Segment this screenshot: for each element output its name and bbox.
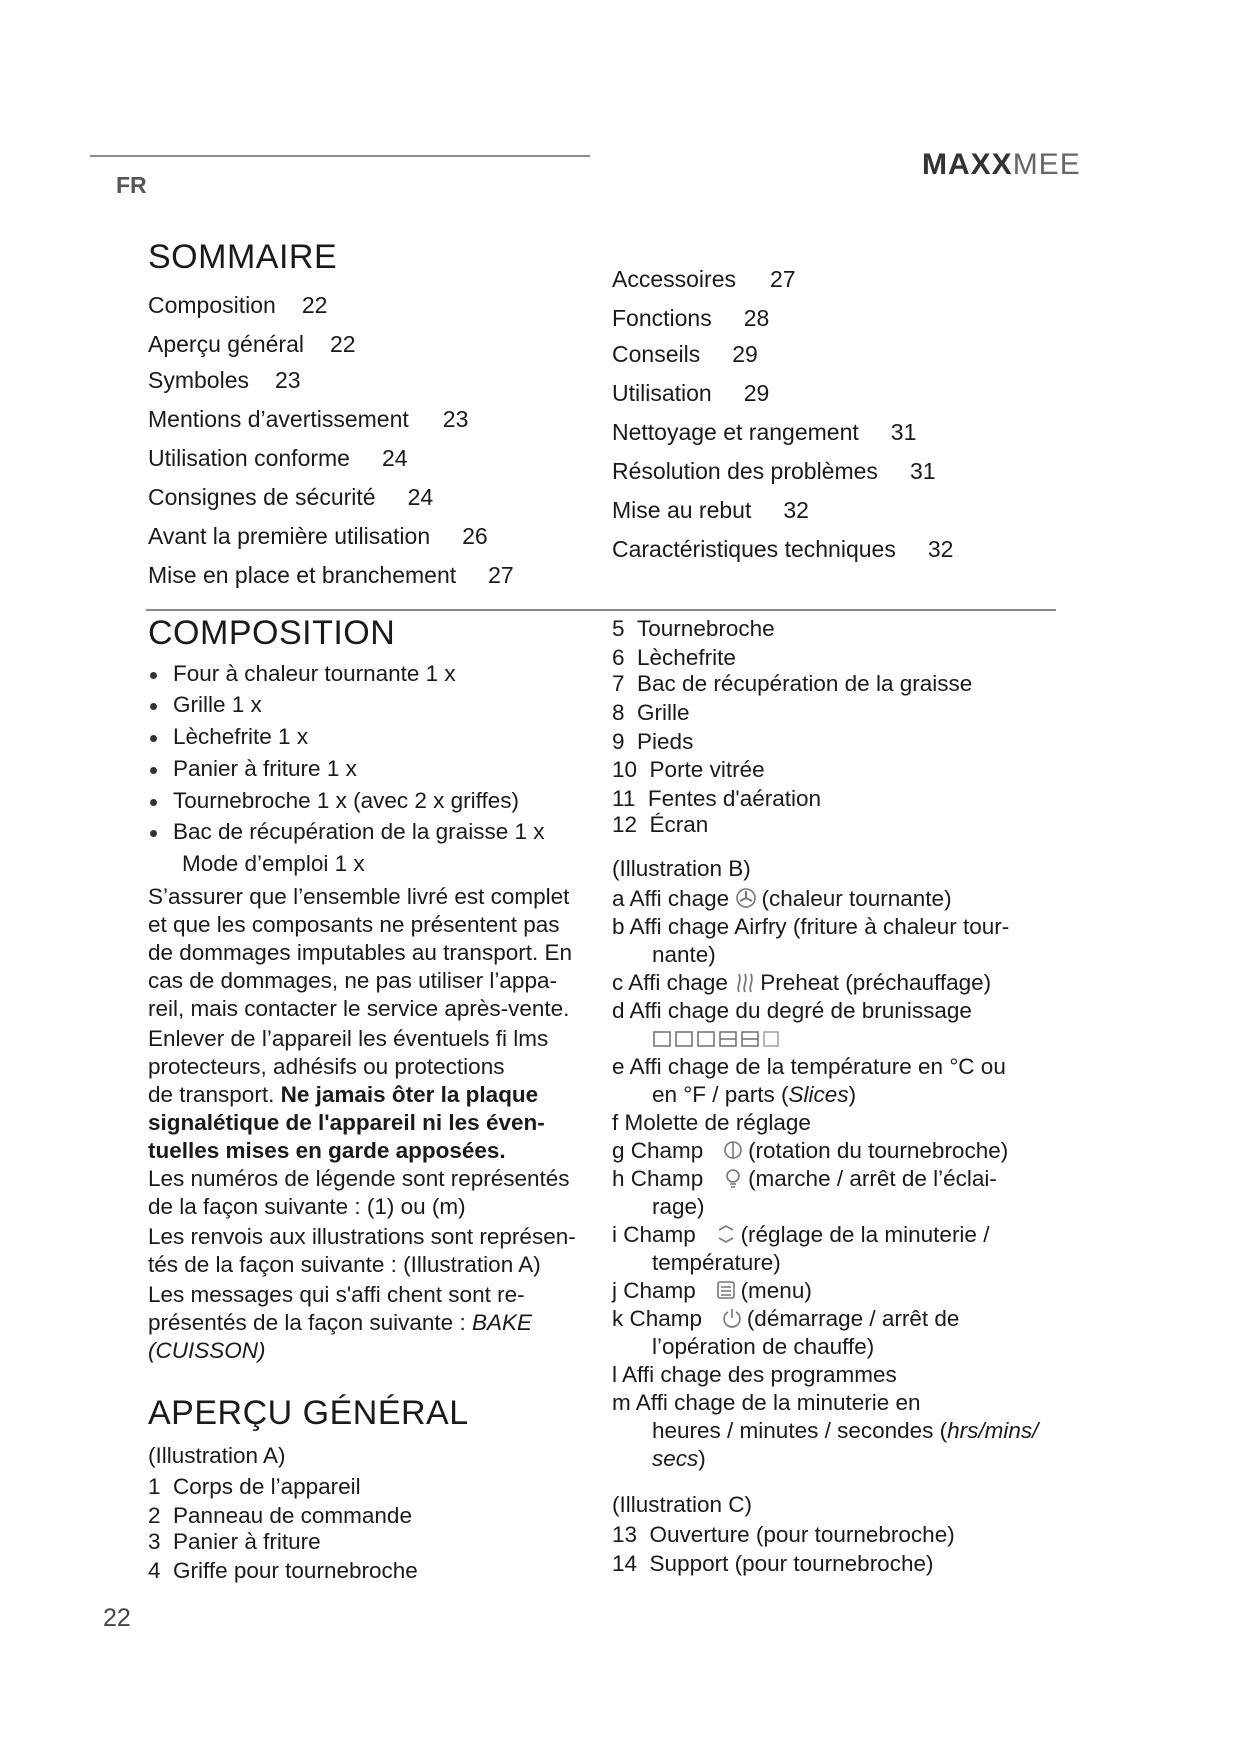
toc-label: Composition — [148, 292, 276, 318]
legend-item: d Affi chage du degré de brunissage — [612, 998, 972, 1023]
para-line: S’assurer que l’ensemble livré est complet — [148, 884, 570, 909]
toc-page: 24 — [381, 445, 408, 471]
fan-icon — [735, 886, 757, 910]
legend-number: 5 — [612, 616, 625, 641]
legend-item: f Molette de réglage — [612, 1110, 811, 1135]
toc-page: 28 — [743, 305, 770, 331]
toc-item[interactable] — [148, 484, 433, 511]
legend-number: 6 — [612, 645, 625, 670]
toc-page: 32 — [927, 536, 954, 562]
legend-item — [612, 1138, 1008, 1164]
legend-item — [612, 729, 693, 755]
warning-text: Ne jamais ôter la plaque — [280, 1082, 539, 1107]
legend-item — [148, 1474, 361, 1500]
para-line: de la façon suivante : (1) ou (m) — [148, 1194, 466, 1219]
list-item — [150, 661, 456, 687]
menu-icon — [715, 1278, 737, 1302]
brand-logo-part1: MAXX — [922, 148, 1013, 181]
legend-label: Ouverture (pour tournebroche) — [649, 1522, 955, 1547]
legend-number: 7 — [612, 671, 625, 696]
toc-label: Utilisation conforme — [148, 445, 350, 471]
legend-label: c Affi chage — [612, 970, 728, 995]
header-rule — [90, 155, 590, 157]
legend-item — [612, 616, 775, 642]
legend-label: k Champ — [612, 1306, 703, 1331]
toc-item[interactable] — [148, 562, 514, 589]
toc-item[interactable] — [148, 367, 301, 394]
toc-label: Conseils — [612, 341, 701, 367]
toc-label: Mentions d’avertissement — [148, 406, 409, 432]
toc-item[interactable] — [612, 380, 769, 407]
legend-item-cont — [652, 1082, 856, 1108]
toc-page: 31 — [890, 419, 917, 445]
legend-label: (marche / arrêt de l’éclai- — [748, 1166, 997, 1191]
bullet-icon — [150, 799, 157, 806]
toc-page: 26 — [462, 523, 488, 549]
list-item — [150, 724, 308, 750]
warning-line: tuelles mises en garde apposées. — [148, 1138, 506, 1163]
legend-label: Fentes d'aération — [647, 786, 822, 811]
brand-logo-part2: MEE — [1012, 148, 1081, 181]
toc-page: 22 — [330, 331, 356, 357]
legend-label: Panier à friture — [173, 1529, 321, 1554]
para-line — [148, 1082, 538, 1108]
start-stop-icon — [721, 1306, 743, 1330]
list-item — [150, 692, 262, 718]
legend-label: Pieds — [637, 729, 694, 754]
bullet-icon — [150, 735, 157, 742]
legend-item-cont: l’opération de chauffe) — [652, 1334, 875, 1359]
toc-label: Mise au rebut — [612, 497, 752, 523]
para-line: protecteurs, adhésifs ou protections — [148, 1054, 505, 1079]
toc-page: 29 — [743, 380, 770, 406]
toc-item[interactable] — [612, 419, 916, 446]
legend-label: j Champ — [612, 1278, 696, 1303]
display-message: BAKE — [471, 1310, 532, 1335]
legend-label: heures / minutes / secondes ( — [652, 1418, 948, 1443]
illustration-b-label: (Illustration B) — [612, 856, 751, 881]
legend-label: Panneau de commande — [173, 1503, 412, 1528]
toc-label: Caractéristiques techniques — [612, 536, 896, 562]
toc-label: Nettoyage et rangement — [612, 419, 859, 445]
toc-page: 32 — [783, 497, 809, 523]
legend-label: Écran — [649, 812, 709, 837]
toc-label: Mise en place et branchement — [148, 562, 457, 588]
legend-item — [612, 671, 972, 697]
para-line: Les renvois aux illustrations sont représen- — [148, 1224, 576, 1249]
list-item — [150, 788, 519, 814]
legend-label: Grille — [637, 700, 690, 725]
legend-item — [612, 700, 690, 726]
legend-label: Lèchefrite — [637, 645, 736, 670]
list-item-text: Grille 1 x — [173, 692, 262, 717]
toc-item[interactable] — [612, 458, 936, 485]
legend-item — [612, 1278, 812, 1304]
toc-page: 23 — [442, 406, 469, 432]
illustration-ref: (Illustration A) — [403, 1252, 541, 1277]
para-line: Enlever de l’appareil les éventuels fi lms — [148, 1026, 549, 1051]
toc-label: Accessoires — [612, 266, 736, 292]
display-message: secs — [652, 1446, 699, 1471]
display-message: hrs/mins/ — [947, 1418, 1039, 1443]
para-line: Les messages qui s'affi chent sont re- — [148, 1282, 525, 1307]
legend-item — [612, 970, 991, 996]
para-text: tés de la façon suivante : — [148, 1252, 404, 1277]
para-line — [148, 1252, 541, 1278]
legend-label: Preheat (préchauffage) — [760, 970, 992, 995]
legend-item — [148, 1503, 412, 1529]
legend-label: ) — [848, 1082, 857, 1107]
legend-label: Support (pour tournebroche) — [649, 1551, 934, 1576]
legend-label: Griffe pour tournebroche — [173, 1558, 418, 1583]
legend-item-cont: température) — [652, 1250, 781, 1275]
display-message: (CUISSON) — [148, 1338, 266, 1363]
para-line: de dommages imputables au transport. En — [148, 940, 572, 965]
legend-item — [612, 645, 736, 671]
legend-item: b Affi chage Airfry (friture à chaleur tour- — [612, 914, 1010, 939]
composition-title: COMPOSITION — [148, 614, 396, 652]
apercu-title: APERÇU GÉNÉRAL — [148, 1394, 469, 1432]
para-line: Les numéros de légende sont représentés — [148, 1166, 570, 1191]
legend-number: 3 — [148, 1529, 161, 1554]
list-item-last: Mode d’emploi 1 x — [182, 851, 365, 876]
legend-item — [148, 1558, 418, 1584]
list-item — [150, 819, 544, 845]
legend-label: h Champ — [612, 1166, 704, 1191]
toc-label: Utilisation — [612, 380, 712, 406]
illustration-c-label: (Illustration C) — [612, 1492, 753, 1517]
toc-item[interactable] — [612, 341, 758, 368]
legend-label: en °F / parts ( — [652, 1082, 789, 1107]
toc-label: Résolution des problèmes — [612, 458, 878, 484]
legend-item — [612, 886, 952, 912]
legend-label: Bac de récupération de la graisse — [637, 671, 973, 696]
toc-page: 29 — [732, 341, 758, 367]
toc-label: Aperçu général — [148, 331, 304, 357]
toc-item[interactable] — [612, 497, 809, 524]
bullet-icon — [150, 767, 157, 774]
page-number: 22 — [103, 1604, 131, 1632]
toc-item[interactable] — [148, 445, 408, 472]
illustration-a-label: (Illustration A) — [148, 1443, 286, 1468]
legend-item: m Affi chage de la minuterie en — [612, 1390, 921, 1415]
sommaire-title: SOMMAIRE — [148, 238, 338, 276]
legend-number: 2 — [148, 1503, 161, 1528]
legend-item — [612, 786, 821, 812]
legend-label: i Champ — [612, 1222, 696, 1247]
toc-page: 31 — [909, 458, 936, 484]
toc-item[interactable] — [612, 536, 953, 563]
toc-item[interactable] — [612, 266, 796, 293]
timer-temp-icon — [715, 1222, 737, 1246]
toc-page: 24 — [407, 484, 434, 510]
legend-number: 9 — [612, 729, 625, 754]
toc-label: Fonctions — [612, 305, 712, 331]
legend-item — [612, 757, 765, 783]
legend-label: (rotation du tournebroche) — [748, 1138, 1009, 1163]
legend-number: 8 — [612, 700, 625, 725]
legend-number: 14 — [612, 1551, 638, 1576]
legend-item — [612, 812, 708, 838]
para-text: de transport. — [148, 1082, 275, 1107]
heat-waves-icon — [734, 970, 756, 994]
legend-item — [612, 1522, 955, 1548]
legend-item — [612, 1551, 933, 1577]
light-bulb-icon — [722, 1166, 744, 1190]
toc-page: 23 — [274, 367, 301, 393]
toc-item[interactable] — [148, 292, 327, 319]
legend-item: l Affi chage des programmes — [612, 1362, 897, 1387]
list-item-text: Tournebroche 1 x (avec 2 x griffes) — [173, 788, 520, 813]
list-item-text: Four à chaleur tournante 1 x — [173, 661, 456, 686]
legend-item — [612, 1306, 959, 1332]
legend-number: 1 — [148, 1474, 161, 1499]
legend-label: (chaleur tournante) — [761, 886, 952, 911]
legend-label: Porte vitrée — [649, 757, 765, 782]
para-line: et que les composants ne présentent pas — [148, 912, 560, 937]
rotisserie-icon — [722, 1138, 744, 1162]
bullet-icon — [150, 672, 157, 679]
legend-label: (menu) — [740, 1278, 812, 1303]
display-message: Slices — [788, 1082, 849, 1107]
legend-item — [612, 1222, 989, 1248]
legend-number: 11 — [612, 786, 636, 811]
list-item-text: Lèchefrite 1 x — [173, 724, 309, 749]
toc-label: Consignes de sécurité — [148, 484, 376, 510]
legend-number: 4 — [148, 1558, 161, 1583]
toc-item[interactable] — [148, 523, 488, 550]
legend-number: 13 — [612, 1522, 638, 1547]
list-item-text: Bac de récupération de la graisse 1 x — [173, 819, 545, 844]
toc-label: Symboles — [148, 367, 249, 393]
legend-number: 10 — [612, 757, 638, 782]
toc-page: 27 — [488, 562, 514, 588]
list-item-text: Panier à friture 1 x — [173, 756, 357, 781]
legend-label: ) — [698, 1446, 706, 1471]
warning-line: signalétique de l'appareil ni les éven- — [148, 1110, 545, 1135]
toc-item[interactable] — [148, 406, 468, 433]
legend-label: Corps de l’appareil — [173, 1474, 361, 1499]
para-line: reil, mais contacter le service après-vente. — [148, 996, 570, 1021]
legend-item — [612, 1166, 997, 1192]
legend-label: (réglage de la minuterie / — [740, 1222, 990, 1247]
para-line — [148, 1310, 532, 1336]
legend-label: (démarrage / arrêt de — [746, 1306, 960, 1331]
legend-item-cont — [652, 1418, 1038, 1444]
bullet-icon — [150, 703, 157, 710]
legend-item: e Affi chage de la température en °C ou — [612, 1054, 1006, 1079]
para-line: cas de dommages, ne pas utiliser l’appa- — [148, 968, 557, 993]
legend-label: g Champ — [612, 1138, 704, 1163]
legend-number: 12 — [612, 812, 638, 837]
legend-item-cont: rage) — [652, 1194, 705, 1219]
toc-item[interactable] — [612, 305, 769, 332]
toc-label: Avant la première utilisation — [148, 523, 431, 549]
legend-item-cont: nante) — [652, 942, 716, 967]
browning-bars-icon — [652, 1028, 782, 1050]
brand-logo — [922, 148, 1081, 182]
toc-item[interactable] — [148, 331, 356, 358]
toc-page: 22 — [301, 292, 328, 318]
toc-page: 27 — [769, 266, 796, 292]
bullet-icon — [150, 830, 157, 837]
legend-item-cont — [652, 1446, 706, 1472]
legend-label: a Affi chage — [612, 886, 730, 911]
legend-item — [148, 1529, 321, 1555]
para-text: présentés de la façon suivante : — [148, 1310, 472, 1335]
section-divider — [146, 609, 1056, 611]
list-item — [150, 756, 357, 782]
legend-label: Tournebroche — [637, 616, 775, 641]
language-code: FR — [116, 172, 147, 198]
browning-level-icons — [652, 1028, 782, 1056]
